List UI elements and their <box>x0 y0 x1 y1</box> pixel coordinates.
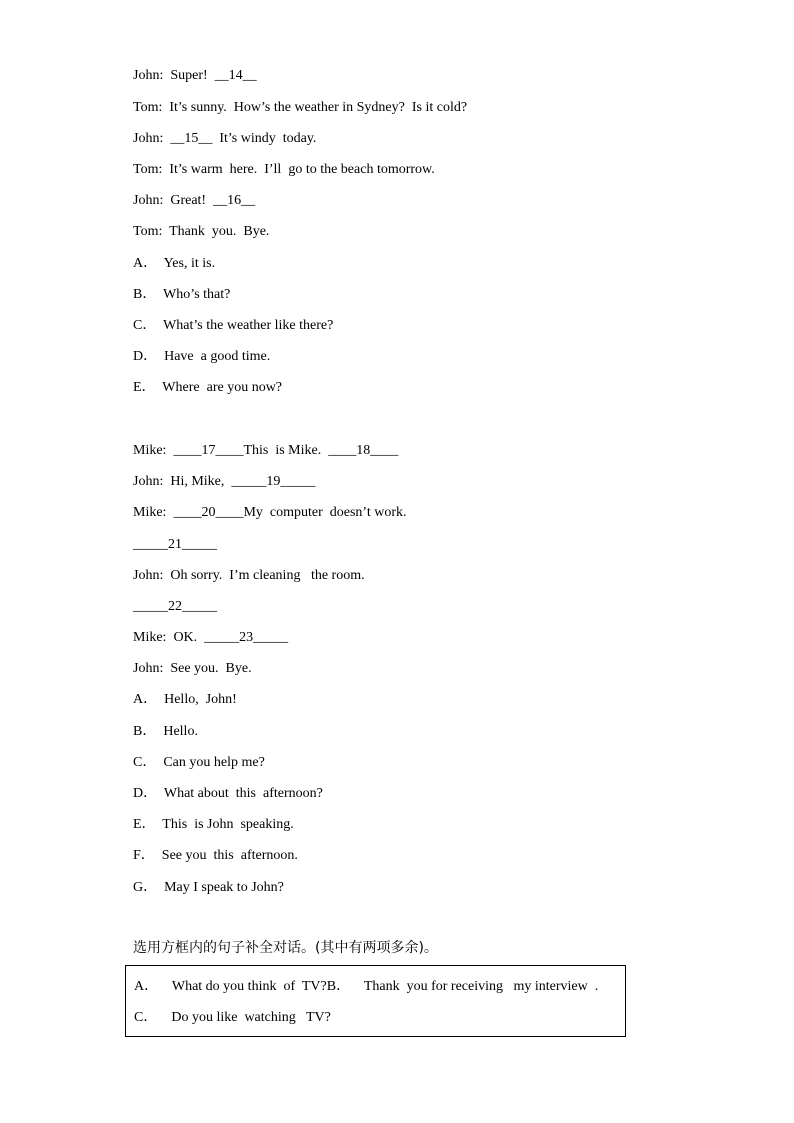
box-line-1: A． What do you think of TV?B． Thank you for receiving my interview . <box>134 979 599 994</box>
option2-a: A． Hello, John! <box>133 692 237 707</box>
option1-b: B． Who’s that? <box>133 287 231 302</box>
options-box <box>125 965 626 1037</box>
dialogue1-line-4: Tom: It’s warm here. I’ll go to the beach tomorrow. <box>133 162 435 177</box>
option1-e: E． Where are you now? <box>133 380 283 395</box>
dialogue2-line-2: John: Hi, Mike, _____19_____ <box>133 474 316 489</box>
option2-f: F． See you this afternoon. <box>133 848 298 863</box>
option2-b: B． Hello. <box>133 724 198 739</box>
dialogue2-line-1: Mike: ____17____This is Mike. ____18____ <box>133 443 399 458</box>
dialogue2-line-4: _____21_____ <box>133 537 217 552</box>
dialogue1-line-2: Tom: It’s sunny. How’s the weather in Sydney? Is it cold? <box>133 100 468 115</box>
dialogue2-line-8: John: See you. Bye. <box>133 661 252 676</box>
option2-g: G． May I speak to John? <box>133 880 284 895</box>
dialogue2-line-5: John: Oh sorry. I’m cleaning the room. <box>133 568 365 583</box>
dialogue1-line-6: Tom: Thank you. Bye. <box>133 224 270 239</box>
dialogue2-line-3: Mike: ____20____My computer doesn’t work. <box>133 505 407 520</box>
box-line-2: C． Do you like watching TV? <box>134 1010 331 1025</box>
dialogue1-line-1: John: Super! __14__ <box>133 68 257 83</box>
option1-a: A． Yes, it is. <box>133 256 216 271</box>
option1-c: C． What’s the weather like there? <box>133 318 334 333</box>
option1-d: D． Have a good time. <box>133 349 271 364</box>
option2-e: E． This is John speaking. <box>133 817 294 832</box>
option2-c: C． Can you help me? <box>133 755 265 770</box>
dialogue1-line-3: John: __15__ It’s windy today. <box>133 131 317 146</box>
dialogue2-line-7: Mike: OK. _____23_____ <box>133 630 289 645</box>
dialogue2-line-6: _____22_____ <box>133 599 217 614</box>
section-instruction: 选用方框内的句子补全对话。(其中有两项多余)。 <box>133 940 438 956</box>
dialogue1-line-5: John: Great! __16__ <box>133 193 256 208</box>
option2-d: D． What about this afternoon? <box>133 786 323 801</box>
